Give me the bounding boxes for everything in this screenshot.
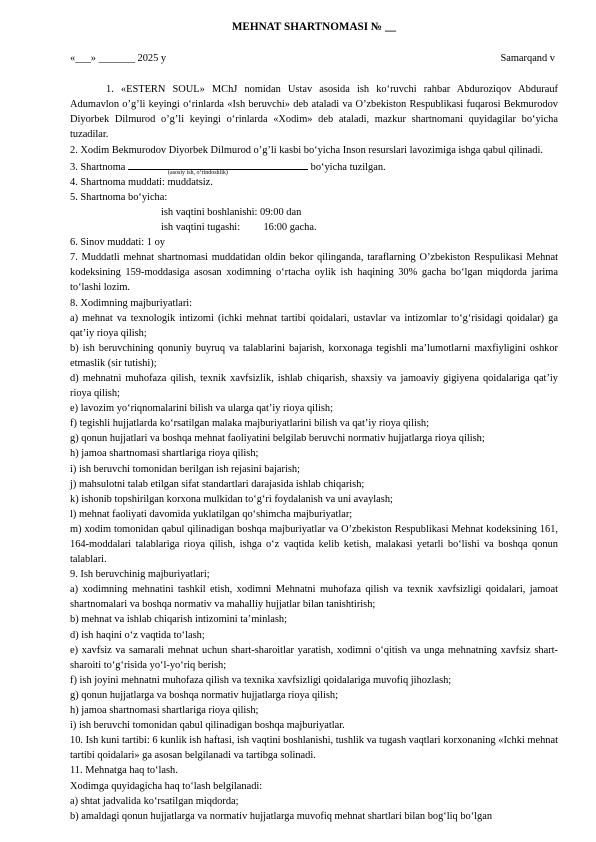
clause-10: 10. Ish kuni tartibi: 6 kunlik ish haftasi, ish vaqtini boshlanishi, tushlik va tugash vaqtlari korxonaning «Ichki mehnat tartibi qoidalari» ga asosan belgilanadi va tartibga solinadi.	[70, 735, 558, 762]
clause-9-title: 9. Ish beruvchinig majburiyatlari;	[70, 569, 210, 581]
contract-page	[70, 20, 558, 824]
contract-type-note: (asosiy ish, o‘rindoshlik)	[168, 169, 228, 176]
work-start-time: ish vaqtini boshlanishi: 09:00 dan	[161, 206, 302, 218]
clause-9-item: e) xavfsiz va samarali mehnat uchun shart-sharoitlar yaratish, xodimni o‘qitish va unga mehnatning xavfsiz shart-sharoiti to‘g‘risida yo‘l-yo‘riq berish;	[70, 644, 558, 671]
clause-8-item: g) qonun hujjatlari va boshqa mehnat faoliyatini belgilab beruvchi normativ hujjatlarga rioya qilish;	[70, 433, 485, 445]
clause-8-item: l) mehnat faoliyati davomida yuklatilgan qo‘shimcha majburiyatlar;	[70, 508, 353, 520]
clause-8-item: j) mahsulotni talab etilgan sifat standartlari darajasida ishlab chiqarish;	[70, 478, 365, 490]
clause-9-item: i) ish beruvchi tomonidan qabul qilinadigan boshqa majburiyatlar.	[70, 720, 345, 732]
clause-7: 7. Muddatli mehnat shartnomasi muddatidan oldin bekor qilinganda, taraflarning O’zbekiston Respulikasi Mehnat kodeksining 159-moddasiga asosan xodimning o‘rtacha oylik ish haqining 30% gacha bo‘lgan miqdorda jarima to‘lashi lozim.	[70, 252, 558, 294]
work-end-time: ish vaqtini tugashi: 16:00 gacha.	[161, 222, 317, 234]
clause-11-item: a) shtat jadvalida ko‘rsatilgan miqdorda;	[70, 795, 239, 807]
clause-8-item: e) lavozim yo‘riqnomalarini bilish va ularga qat’iy rioya qilish;	[70, 403, 333, 415]
clause-9-item: b) mehnat va ishlab chiqarish intizomini ta’minlash;	[70, 614, 288, 626]
clause-3-suffix: bo‘yicha tuzilgan.	[310, 161, 386, 173]
clause-8-item: h) jamoa shartnomasi shartlariga rioya qilish;	[70, 448, 259, 460]
clause-11-item: b) amaldagi qonun hujjatlarga va normativ hujjatlarga muvofiq mehnat shartlari bilan bog‘liq bo‘lgan	[70, 810, 493, 822]
clause-6: 6. Sinov muddati: 1 oy	[70, 237, 165, 249]
document-title: MEHNAT SHARTNOMASI № __	[231, 21, 397, 33]
clause-3-prefix: 3. Shartnoma	[70, 161, 126, 173]
clause-11-intro: Xodimga quyidagicha haq to‘lash belgilanadi:	[70, 780, 263, 792]
contract-city: Samarqand v	[500, 53, 555, 65]
clause-11-title: 11. Mehnatga haq to‘lash.	[70, 765, 178, 777]
clause-9-item: g) qonun hujjatlarga va boshqa normativ hujjatlarga rioya qilish;	[70, 689, 338, 701]
clause-8-item: d) mehnatni muhofaza qilish, texnik xavfsizlik, ishlab chiqarish, shaxsiy va jamoaviy gigiyena qoidalariga qat’iy rioya qilish;	[70, 372, 558, 400]
contract-date: «___» _______ 2025 y	[70, 53, 167, 65]
clause-9-item: f) ish joyini mehnatni muhofaza qilish va texnika xavfsizligi qoidalariga muvofiq jihozlash;	[70, 674, 452, 686]
clause-8-item: b) ish beruvchining qonuniy buyruq va talablarini bajarish, korxonaga tegishli ma’lumotlarni maxfiyligini oshkor etmaslik (sir tutishi);	[70, 342, 558, 369]
clause-2: 2. Xodim Bekmurodov Diyorbek Dilmurod o’g’li kasbi bo‘yicha Inson resurslari lavozimiga ishga qabul qilinadi.	[70, 144, 543, 156]
clause-8-item: i) ish beruvchi tomonidan berilgan ish rejasini bajarish;	[70, 463, 300, 475]
clause-9-item: h) jamoa shartnomasi shartlariga rioya qilish;	[70, 705, 259, 717]
clause-5: 5. Shartnoma bo‘yicha:	[70, 191, 168, 203]
clause-1: 1. «ESTERN SOUL» MChJ nomidan Ustav asosida ish ko‘ruvchi rahbar Abduroziqov Abdurauf Adumavlon o’g’li keyingi o‘rinlarda «Ish beruvchi» deb ataladi va O’zbekiston Respublikasi fuqarosi Bekmurodov Diyorbek Dilmurod o’g’li keyingi o‘rinlarda «Xodim» deb ataladi, mazkur shartnomani quyidagilar bo‘yicha tuzadilar.	[70, 84, 558, 141]
clause-8-title: 8. Xodimning majburiyatlari:	[70, 297, 193, 309]
clause-9-item: d) ish haqini o‘z vaqtida to‘lash;	[70, 629, 205, 641]
clause-8-item: f) tegishli hujjatlarda ko‘rsatilgan malaka majburiyatlarini bilish va qat’iy rioya qilish;	[70, 418, 429, 430]
clause-9-item: a) xodimning mehnatini tashkil etish, xodimni Mehnatni muhofaza qilish va texnik xavfsizligi qoidalari, jamoat shartnomalari va boshqa normativ va mahalliy hujjatlar bilan tanishtirish;	[70, 584, 558, 611]
clause-8-item: a) mehnat va texnologik intizomi (ichki mehnat tartibi qoidalari, ustavlar va intizomlar to‘g‘risidagi qoidalar) ga qat’iy rioya qilish;	[70, 312, 558, 339]
clause-8-item: k) ishonib topshirilgan korxona mulkidan to‘g‘ri foydalanish va uni avaylash;	[70, 493, 393, 505]
contract-type-blank	[128, 158, 308, 176]
clause-3	[70, 158, 558, 175]
clause-4: 4. Shartnoma muddati: muddatsiz.	[70, 176, 213, 188]
date-line	[70, 51, 558, 66]
clause-8-item: m) xodim tomonidan qabul qilinadigan boshqa majburiyatlar va O’zbekiston Respublikasi Mehnat kodeksining 161, 164-moddalari talablariga rioya qilish, ishga o‘z vaqtida kelib ketish, malakasi yetarli bo‘lishi va boshqa qonun talablari.	[70, 523, 558, 566]
